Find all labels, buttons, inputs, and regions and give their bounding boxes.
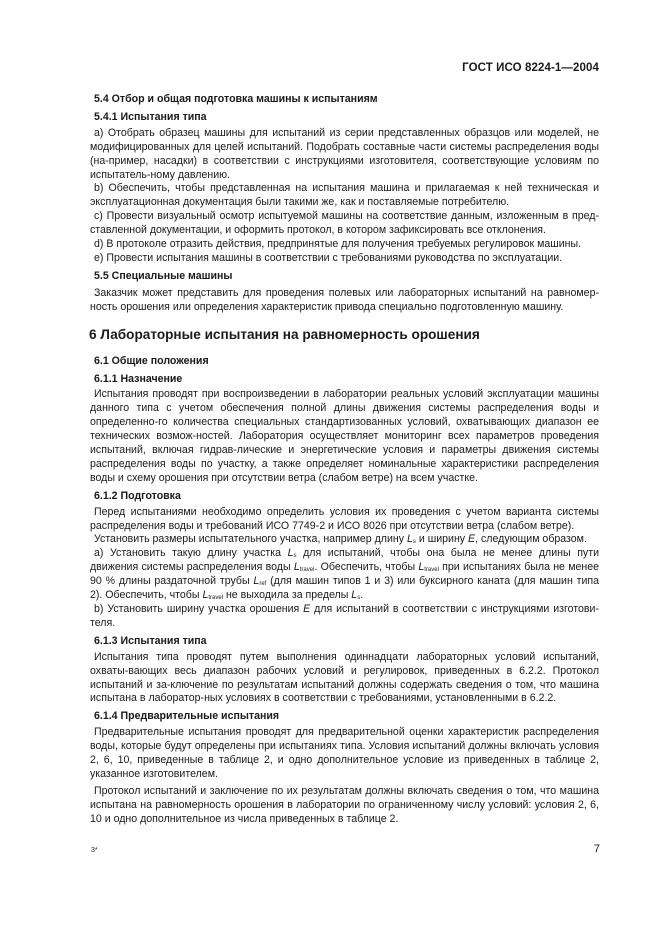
- section-5-5-title: 5.5 Специальные машины: [94, 269, 233, 282]
- document-code-header: ГОСТ ИСО 8224-1—2004: [462, 62, 599, 74]
- section-5-4-1-title: 5.4.1 Испытания типа: [94, 110, 207, 123]
- paragraph-6-1-1: Испытания проводят при воспроизведении в лаборатории реальных условий эксплуатации машины данного типа с учетом обеспечения полной длины движения системы распределения воды и определенно-го количества специальных стандартизованных условий, охватывающих диапазон ее технических возмож-ностей. Лаборатория осуществляет мониторинг всех параметров проведения испытаний, включая гидрав-лические и энергетические условия и параметры движения системы распределения воды по участку, а также определяет номинальные характеристики распределения воды и схему орошения при отсутствии ветра (слабом ветре) на всем участке.: [90, 388, 599, 484]
- paragraph-6-1-4-first: Предварительные испытания проводят для предварительной оценки характеристик распределения воды, которые будут определены при испытаниях типа. Условия испытаний должны включать условия 2, 6, 10, приведенные в таблице 2, и одно дополнительное условие из приведенных в таблице 2, указанное изготовителем.: [90, 726, 599, 780]
- paragraph-6-1-2-intro: Перед испытаниями необходимо определить условия их проведения с учетом варианта системы распределения воды и требований ИСО 7749-2 и ИСО 8026 при отсутствии ветра (слабом ветре).: [90, 505, 599, 532]
- paragraph-5-4-1-b: b) Обеспечить, чтобы представленная на испытания машина и прилагаемая к ней техническая и эксплуатационная документация были такими же, как и поставляемые потребителю.: [90, 182, 599, 209]
- paragraph-6-1-2-a: а) Установить такую длину участка $L_s$ для испытаний, чтобы она была не менее длины пути движения системы распределения воды $L_{travel}$. Обеспечить, чтобы $L_{travel}$ при испытаниях была не менее 90 % длины раздаточной трубы $L_{ref}$ (для машин типов 1 и 3) или буксирного каната (для машин типа 2). Обеспечить, чтобы $L_{travel}$ не выходила за пределы $L_s$.: [90, 547, 600, 602]
- paragraph-6-1-2-b: b) Установить ширину участка орошения E для испытаний в соответствии с инструкциями изготови-теля.: [90, 603, 600, 629]
- section-6-1-1-title: 6.1.1 Назначение: [94, 372, 183, 385]
- footer-sheet-mark: 3*: [91, 847, 98, 854]
- paragraph-5-4-1-a: а) Отобрать образец машины для испытаний из серии представленных образцов или моделей, не модифицированных для целей испытаний. Подобрать составные части системы распределения воды (на-пример, насадки) в соответствии с инструкциями изготовителя, соответствующие условиям по испытатель-ному давлению.: [90, 126, 599, 181]
- section-6-1-4-title: 6.1.4 Предварительные испытания: [94, 710, 280, 723]
- paragraph-5-4-1-c: с) Провести визуальный осмотр испытуемой машины на соответствие данным, изложенным в пред-ставленной документации, и оформить протокол, в котором зафиксировать все отклонения.: [90, 210, 599, 237]
- page-number: 7: [593, 843, 600, 855]
- paragraph-5-4-1-d: d) В протоколе отразить действия, предпринятые для получения требуемых регулировок машины.: [94, 238, 582, 251]
- paragraph-5-5: Заказчик может представить для проведения полевых или лабораторных испытаний на равномер-ность орошения или определения характеристик привода специально подготовленную машину.: [90, 286, 599, 313]
- section-6-title: 6 Лабораторные испытания на равномерность орошения: [89, 326, 480, 342]
- section-6-1-3-title: 6.1.3 Испытания типа: [94, 634, 207, 647]
- section-6-1-2-title: 6.1.2 Подготовка: [94, 489, 181, 502]
- page-body: [90, 93, 599, 827]
- section-6-1-title: 6.1 Общие положения: [94, 354, 209, 367]
- paragraph-5-4-1-e: е) Провести испытания машины в соответствии с требованиями руководства по эксплуатации.: [94, 251, 563, 264]
- paragraph-6-1-2-dimensions: Установить размеры испытательного участка, например длину $L_s$ и ширину E, следующим образом.: [94, 533, 587, 546]
- paragraph-6-1-3: Испытания типа проводят путем выполнения одиннадцати лабораторных условий испытаний, охваты-вающих весь диапазон рабочих условий и регулировок, приведенных в 6.2.2. Протокол испытаний и за-ключение по результатам испытаний должны содержать сведения о том, что машина испытана в лаборатор-ных условиях в соответствии с требованиями, установленными в 6.2.2.: [90, 650, 599, 705]
- section-5-4-title: 5.4 Отбор и общая подготовка машины к испытаниям: [94, 93, 378, 105]
- paragraph-6-1-4-second: Протокол испытаний и заключение по их результатам должны включать сведения о том, что машина испытана на равномерность орошения в лаборатории по ограниченному числу условий: условия 2, 6, 10 и одно дополнительное из числа приведенных в таблице 2.: [90, 784, 599, 825]
